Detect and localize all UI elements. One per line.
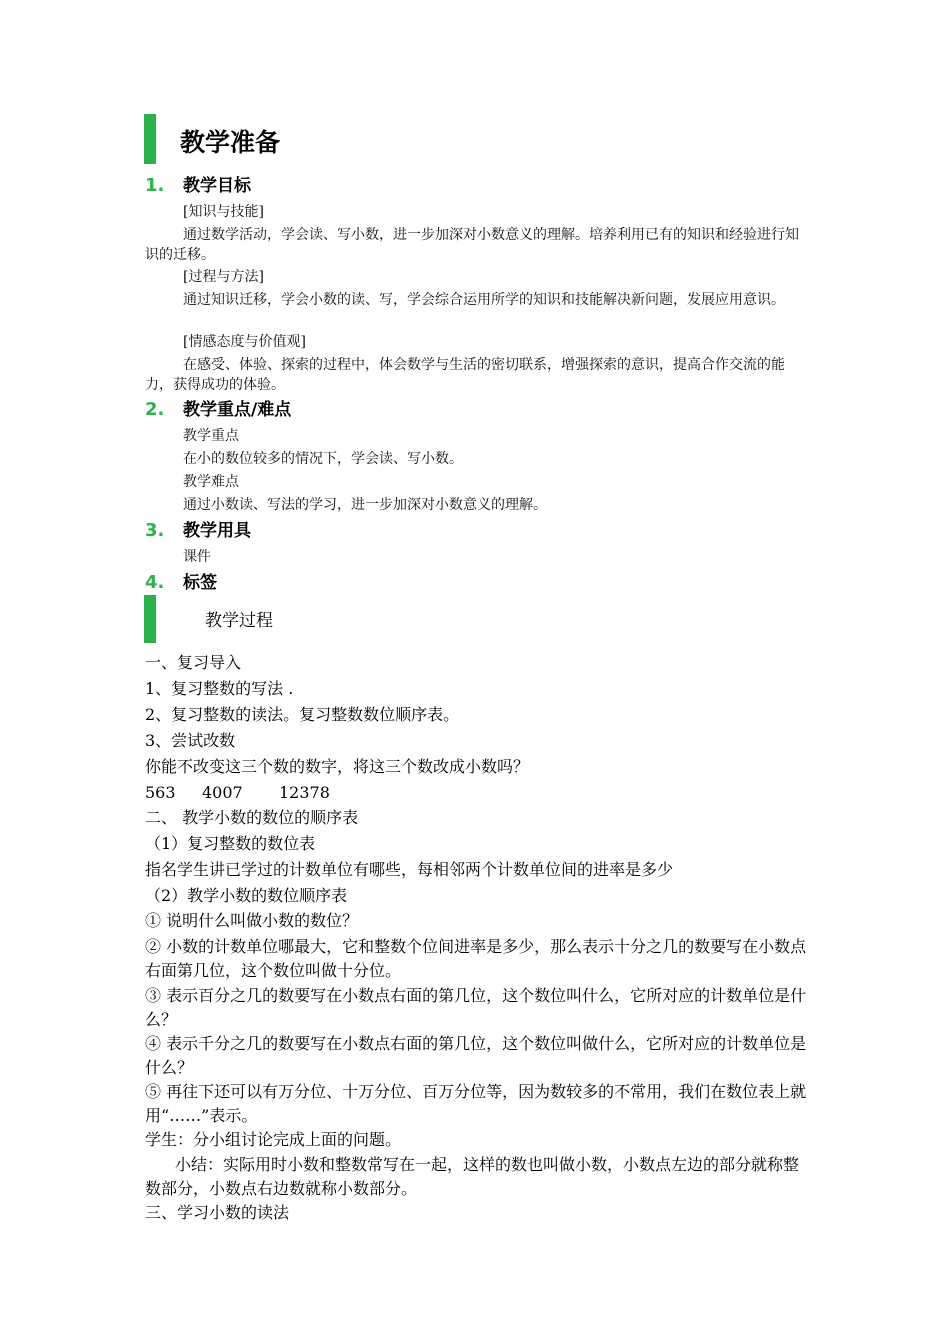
goal-label: [情感态度与价值观] <box>183 334 306 350</box>
section-title: 教学目标 <box>183 176 251 196</box>
section-marker-bar <box>144 595 156 643</box>
process-line: 学生：分小组讨论完成上面的问题。 <box>145 1130 402 1149</box>
process-line: 三、学习小数的读法 <box>145 1203 290 1222</box>
key-label: 教学重点 <box>183 428 239 444</box>
prep-heading: 教学准备 <box>180 128 281 157</box>
section-number: 1. <box>145 175 165 196</box>
process-line: ④ 表示千分之几的数要写在小数点右面的第几位，这个数位叫做什么，它所对应的计数单位是什么？ <box>145 1034 807 1077</box>
process-line: 指名学生讲已学过的计数单位有哪些，每相邻两个计数单位间的进率是多少 <box>145 860 674 879</box>
section-number: 2. <box>145 399 165 420</box>
process-line: 二、 教学小数的数位的顺序表 <box>145 808 359 827</box>
summary-paragraph: 小结：实际用时小数和整数常写在一起，这样的数也叫做小数，小数点左边的部分就称整数部分，小数点右边数就称小数部分。 <box>145 1155 800 1198</box>
section-number: 3. <box>145 520 165 541</box>
example-number: 4007 <box>202 783 243 802</box>
example-numbers <box>145 781 807 805</box>
process-line: ② 小数的计数单位哪最大，它和整数个位间进率是多少，那么表示十分之几的数要写在小数点右面第几位，这个数位叫做十分位。 <box>145 937 807 980</box>
process-line: 2、复习整数的读法。复习整数数位顺序表。 <box>145 705 460 724</box>
section-title: 教学用具 <box>183 521 251 541</box>
process-line: ⑤ 再往下还可以有万分位、十万分位、百万分位等，因为数较多的不常用，我们在数位表上就用“……”表示。 <box>145 1082 807 1125</box>
goal-text: 通过知识迁移，学会小数的读、写，学会综合运用所学的知识和技能解决新问题，发展应用意识。 <box>183 292 785 308</box>
example-number: 12378 <box>279 783 330 802</box>
goal-label: [知识与技能] <box>183 204 264 220</box>
section-number: 4. <box>145 572 165 593</box>
example-number: 563 <box>145 783 176 802</box>
section-title: 标签 <box>183 573 217 593</box>
key-text: 在小的数位较多的情况下，学会读、写小数。 <box>183 451 463 467</box>
goal-text: 在感受、体验、探索的过程中，体会数学与生活的密切联系，增强探索的意识，提高合作交流的能力，获得成功的体验。 <box>145 357 785 393</box>
process-line: ③ 表示百分之几的数要写在小数点右面的第几位，这个数位叫什么，它所对应的计数单位是什么？ <box>145 986 807 1029</box>
process-line: ① 说明什么叫做小数的数位？ <box>145 911 359 930</box>
tools-text: 课件 <box>183 549 211 565</box>
process-line: 1、复习整数的写法 . <box>145 679 294 698</box>
goal-text: 通过数学活动，学会读、写小数，进一步加深对小数意义的理解。培养利用已有的知识和经验进行知识的迁移。 <box>145 227 799 263</box>
process-line: 你能不改变这三个数的数字，将这三个数改成小数吗？ <box>145 757 530 776</box>
section-marker-bar <box>144 114 156 164</box>
goal-label: [过程与方法] <box>183 269 264 285</box>
process-heading: 教学过程 <box>205 611 273 631</box>
key-text: 通过小数读、写法的学习，进一步加深对小数意义的理解。 <box>183 497 547 513</box>
key-label: 教学难点 <box>183 474 239 490</box>
process-line: 3、尝试改数 <box>145 731 236 750</box>
process-line: 一、复习导入 <box>145 653 242 672</box>
process-line: （1）复习整数的数位表 <box>145 834 316 853</box>
process-line: （2）教学小数的数位顺序表 <box>145 886 348 905</box>
section-title: 教学重点/难点 <box>183 400 292 420</box>
